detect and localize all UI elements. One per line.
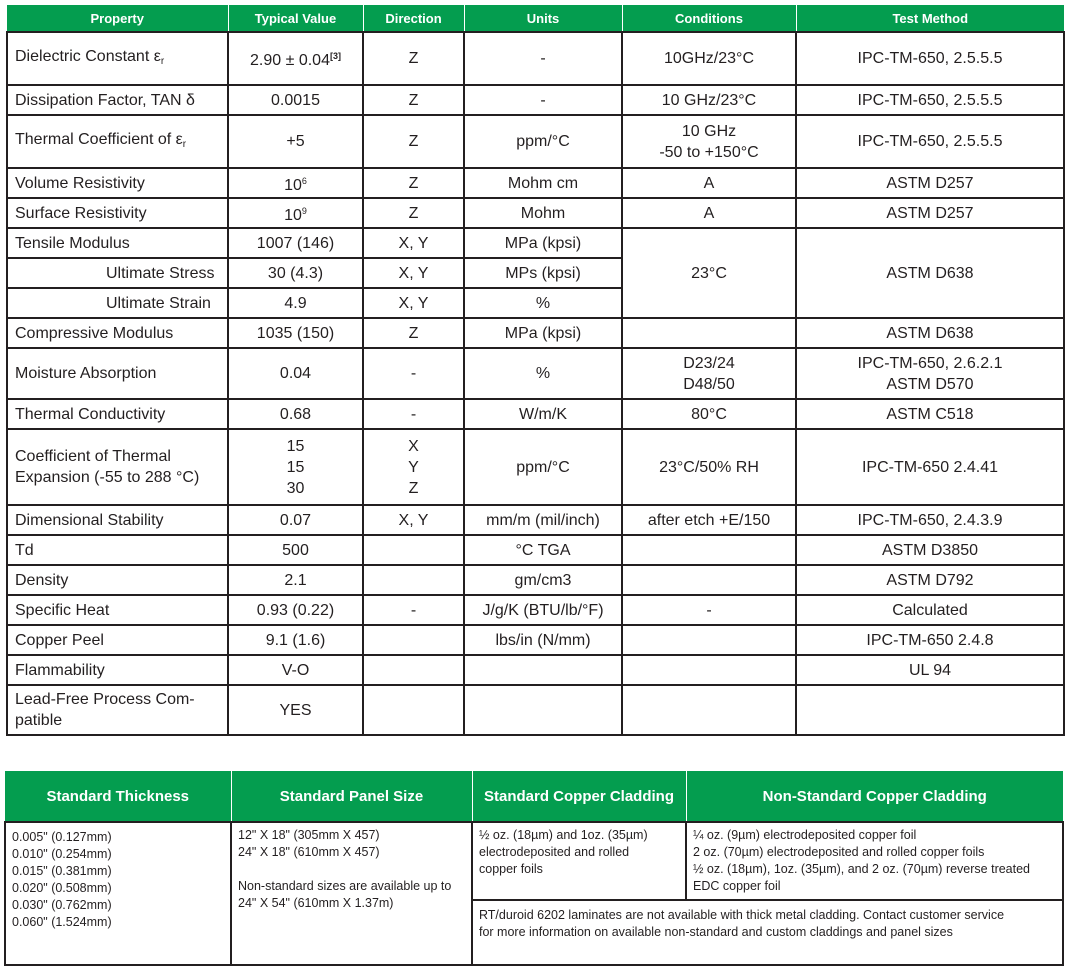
property-cell: Compressive Modulus (7, 318, 228, 348)
property-cell: Dielectric Constant $\varepsilon_r$ (7, 32, 228, 85)
value-cell: 1035 (150) (228, 318, 363, 348)
direction-cell (363, 655, 464, 685)
panel-size-note: Non-standard sizes are available up to (238, 879, 452, 893)
method-cell: ASTM D3850 (796, 535, 1064, 565)
conditions-cell: 10GHz/23°C (622, 32, 796, 85)
table-row (7, 85, 1064, 115)
conditions-cell: A (622, 168, 796, 198)
value-cell: 0.0015 (228, 85, 363, 115)
property-cell: Thermal Coefficient of $\varepsilon_r$ (7, 115, 228, 168)
direction-cell: Z (363, 318, 464, 348)
value-cell: 500 (228, 535, 363, 565)
table-row (7, 655, 1064, 685)
nonstandard-copper-cell: ¼ oz. (9µm) electrodeposited copper foil 2 oz. (70µm) electrodeposited and rolled copper foils ½ oz. (18µm), 1oz. (35µm), and 2 oz. (70µm) reverse treated EDC copper foil (686, 822, 1063, 900)
conditions-cell: 80°C (622, 399, 796, 429)
thickness-cell (5, 822, 231, 965)
conditions-cell (622, 655, 796, 685)
table-row (7, 505, 1064, 535)
table-row (7, 228, 1064, 258)
standard-copper-cell: ½ oz. (18µm) and 1oz. (35µm) electrodeposited and rolled copper foils (472, 822, 686, 900)
table-row (7, 168, 1064, 198)
units-cell: lbs/in (N/mm) (464, 625, 622, 655)
method-cell (796, 685, 1064, 735)
table-row (7, 32, 1064, 85)
units-cell: ppm/°C (464, 115, 622, 168)
units-cell: - (464, 85, 622, 115)
panel-size-item: 24" X 18" (610mm X 457) (238, 845, 380, 859)
direction-cell (363, 685, 464, 735)
direction-cell: - (363, 595, 464, 625)
units-cell: gm/cm3 (464, 565, 622, 595)
units-cell: MPs (kpsi) (464, 258, 622, 288)
value-cell: $10^6$ (228, 168, 363, 198)
direction-cell: Z (363, 32, 464, 85)
direction-cell (363, 535, 464, 565)
properties-table (6, 5, 1065, 736)
table-row (7, 685, 1064, 735)
value-cell: 0.07 (228, 505, 363, 535)
property-cell: Ultimate Stress (7, 258, 228, 288)
property-cell: Thermal Conductivity (7, 399, 228, 429)
conditions-cell (622, 535, 796, 565)
conditions-cell (622, 565, 796, 595)
property-cell: Dimensional Stability (7, 505, 228, 535)
direction-cell: Z (363, 198, 464, 228)
header-standard-thickness: Standard Thickness (5, 771, 231, 822)
conditions-cell: 23°C (622, 228, 796, 318)
table-row (7, 565, 1064, 595)
method-cell: IPC-TM-650 2.4.41 (796, 429, 1064, 505)
value-cell: 0.93 (0.22) (228, 595, 363, 625)
conditions-cell: - (622, 595, 796, 625)
units-cell: % (464, 348, 622, 399)
method-cell: Calculated (796, 595, 1064, 625)
units-cell: J/g/K (BTU/lb/°F) (464, 595, 622, 625)
table-header-row (7, 5, 1064, 32)
conditions-cell (622, 685, 796, 735)
direction-cell: X, Y (363, 288, 464, 318)
value-cell: $10^9$ (228, 198, 363, 228)
property-cell: Dissipation Factor, TAN δ (7, 85, 228, 115)
units-cell: Mohm (464, 198, 622, 228)
value-cell: 30 (4.3) (228, 258, 363, 288)
direction-cell: X, Y (363, 505, 464, 535)
direction-cell (363, 565, 464, 595)
units-cell: MPa (kpsi) (464, 228, 622, 258)
direction-cell: Z (363, 85, 464, 115)
units-cell: mm/m (mil/inch) (464, 505, 622, 535)
panel-size-note: 24" X 54" (610mm X 1.37m) (238, 896, 394, 910)
property-cell: Coefficient of Thermal Expansion (-55 to 288 °C) (7, 429, 228, 505)
units-cell (464, 685, 622, 735)
direction-cell: X Y Z (363, 429, 464, 505)
units-cell: ppm/°C (464, 429, 622, 505)
header-standard-panel-size: Standard Panel Size (231, 771, 472, 822)
value-cell: 1007 (146) (228, 228, 363, 258)
value-cell: 0.04 (228, 348, 363, 399)
direction-cell: - (363, 399, 464, 429)
units-cell: % (464, 288, 622, 318)
value-cell: 15 15 30 (228, 429, 363, 505)
direction-cell: - (363, 348, 464, 399)
table-row (7, 595, 1064, 625)
value-cell: +5 (228, 115, 363, 168)
method-cell: IPC-TM-650, 2.5.5.5 (796, 32, 1064, 85)
cladding-header-row (5, 771, 1063, 822)
units-cell: - (464, 32, 622, 85)
value-cell: V-O (228, 655, 363, 685)
method-cell: IPC-TM-650, 2.6.2.1 ASTM D570 (796, 348, 1064, 399)
cladding-row (5, 822, 1063, 900)
table-row (7, 399, 1064, 429)
cladding-table (4, 771, 1064, 966)
property-cell: Volume Resistivity (7, 168, 228, 198)
header-property: Property (7, 5, 228, 32)
direction-cell: Z (363, 168, 464, 198)
thickness-item: 0.030" (0.762mm) (12, 898, 112, 912)
direction-cell: X, Y (363, 258, 464, 288)
method-cell: IPC-TM-650 2.4.8 (796, 625, 1064, 655)
property-cell: Flammability (7, 655, 228, 685)
conditions-cell: 23°C/50% RH (622, 429, 796, 505)
header-conditions: Conditions (622, 5, 796, 32)
units-cell: Mohm cm (464, 168, 622, 198)
header-nonstandard-copper-cladding: Non-Standard Copper Cladding (686, 771, 1063, 822)
table-row (7, 348, 1064, 399)
method-cell: UL 94 (796, 655, 1064, 685)
thickness-item: 0.015" (0.381mm) (12, 864, 112, 878)
header-test-method: Test Method (796, 5, 1064, 32)
table-row (7, 318, 1064, 348)
property-cell: Ultimate Strain (7, 288, 228, 318)
property-cell: Specific Heat (7, 595, 228, 625)
conditions-cell: 10 GHz/23°C (622, 85, 796, 115)
value-cell: 2.90 ± 0.04[3] (228, 32, 363, 85)
conditions-cell: 10 GHz -50 to +150°C (622, 115, 796, 168)
conditions-cell: after etch +E/150 (622, 505, 796, 535)
table-row (7, 429, 1064, 505)
value-cell: 4.9 (228, 288, 363, 318)
method-cell: ASTM C518 (796, 399, 1064, 429)
property-cell: Td (7, 535, 228, 565)
value-cell: 9.1 (1.6) (228, 625, 363, 655)
method-cell: ASTM D638 (796, 318, 1064, 348)
conditions-cell (622, 625, 796, 655)
thickness-item: 0.060" (1.524mm) (12, 915, 112, 929)
thickness-item: 0.005" (0.127mm) (12, 830, 112, 844)
property-cell: Moisture Absorption (7, 348, 228, 399)
conditions-cell: D23/24 D48/50 (622, 348, 796, 399)
property-cell: Copper Peel (7, 625, 228, 655)
table-row (7, 115, 1064, 168)
property-cell: Density (7, 565, 228, 595)
value-cell: 0.68 (228, 399, 363, 429)
units-cell: W/m/K (464, 399, 622, 429)
cladding-note-cell: RT/duroid 6202 laminates are not available with thick metal cladding. Contact customer service for more information on available non-standard and custom claddings and panel sizes (472, 900, 1063, 965)
method-cell: ASTM D257 (796, 198, 1064, 228)
value-cell: 2.1 (228, 565, 363, 595)
method-cell: ASTM D638 (796, 228, 1064, 318)
header-standard-copper-cladding: Standard Copper Cladding (472, 771, 686, 822)
property-cell: Surface Resistivity (7, 198, 228, 228)
value-cell: YES (228, 685, 363, 735)
panel-size-cell (231, 822, 472, 965)
property-cell: Lead-Free Process Com- patible (7, 685, 228, 735)
table-row (7, 535, 1064, 565)
method-cell: ASTM D257 (796, 168, 1064, 198)
method-cell: IPC-TM-650, 2.5.5.5 (796, 85, 1064, 115)
direction-cell: X, Y (363, 228, 464, 258)
conditions-cell: A (622, 198, 796, 228)
method-cell: ASTM D792 (796, 565, 1064, 595)
header-direction: Direction (363, 5, 464, 32)
header-units: Units (464, 5, 622, 32)
units-cell: °C TGA (464, 535, 622, 565)
thickness-item: 0.010" (0.254mm) (12, 847, 112, 861)
header-typical-value: Typical Value (228, 5, 363, 32)
property-cell: Tensile Modulus (7, 228, 228, 258)
method-cell: IPC-TM-650, 2.5.5.5 (796, 115, 1064, 168)
panel-size-item: 12" X 18" (305mm X 457) (238, 828, 380, 842)
conditions-cell (622, 318, 796, 348)
units-cell: MPa (kpsi) (464, 318, 622, 348)
thickness-item: 0.020" (0.508mm) (12, 881, 112, 895)
units-cell (464, 655, 622, 685)
table-row (7, 198, 1064, 228)
method-cell: IPC-TM-650, 2.4.3.9 (796, 505, 1064, 535)
direction-cell (363, 625, 464, 655)
direction-cell: Z (363, 115, 464, 168)
table-row (7, 625, 1064, 655)
